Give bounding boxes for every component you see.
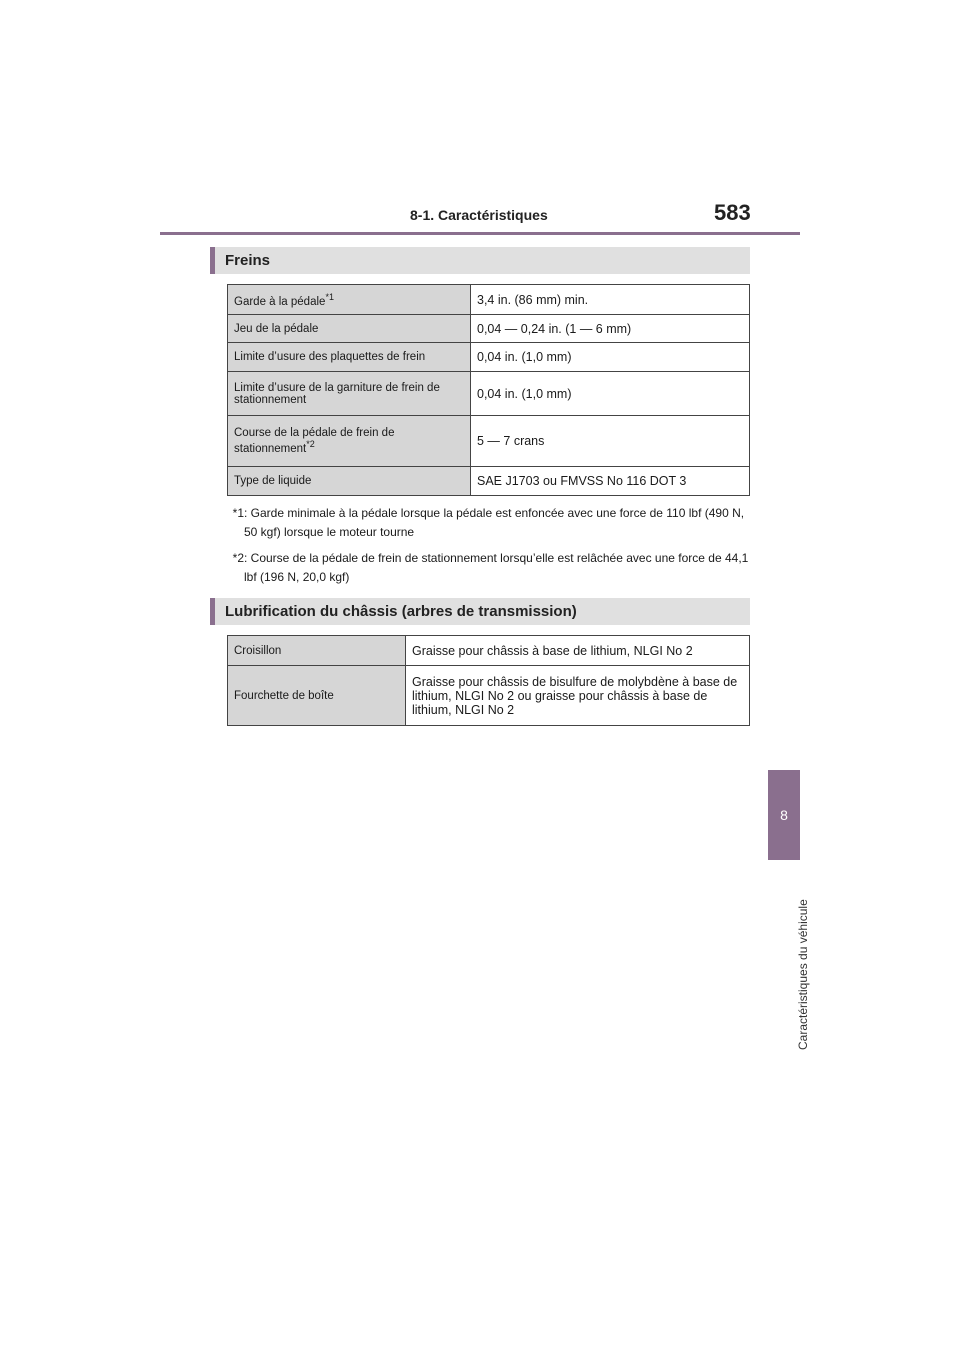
spec-key: Type de liquide — [228, 467, 471, 496]
footnote-text: : Garde minimale à la pédale lorsque la pédale est enfoncée avec une force de 110 lbf (490 N, 50 kgf) lorsque le moteur tourne — [244, 506, 745, 539]
spec-value: Graisse pour châssis à base de lithium, NLGI No 2 — [406, 636, 750, 666]
footnote-2 — [210, 549, 750, 587]
lubrication-heading: Lubrification du châssis (arbres de transmission) — [210, 598, 750, 625]
spec-key: Garde à la pédale$^{*1}$ — [228, 285, 471, 315]
table-row — [228, 416, 750, 467]
brakes-heading: Freins — [210, 247, 750, 274]
page-number: 583 — [714, 200, 751, 225]
table-row — [228, 666, 750, 726]
spec-value: 0,04 — 0,24 in. (1 — 6 mm) — [471, 315, 750, 343]
spec-value: SAE J1703 ou FMVSS No 116 DOT 3 — [471, 467, 750, 496]
section-title: 8-1. Caractéristiques — [410, 207, 548, 223]
chapter-side-label — [770, 870, 810, 1050]
footnote-text: : Course de la pédale de frein de stationnement lorsqu’elle est relâchée avec une force de 44,1 lbf (196 N, 20,0 kgf) — [244, 551, 749, 584]
spec-key: Limite d’usure des plaquettes de frein — [228, 343, 471, 372]
footnote-marker: *2 — [232, 551, 244, 565]
table-row — [228, 372, 750, 416]
table-row — [228, 343, 750, 372]
spec-value: Graisse pour châssis de bisulfure de molybdène à base de lithium, NLGI No 2 ou graisse pour châssis à base de lithium, NLGI No 2 — [406, 666, 750, 726]
spec-key: Limite d’usure de la garniture de frein de stationnement — [228, 372, 471, 416]
chapter-label-text: Caractéristiques du véhicule — [796, 899, 810, 1050]
table-row — [228, 285, 750, 315]
brakes-table — [227, 284, 750, 496]
spec-value: 0,04 in. (1,0 mm) — [471, 372, 750, 416]
spec-key: Course de la pédale de frein de stationnement$^{*2}$ — [228, 416, 471, 467]
spec-key: Croisillon — [228, 636, 406, 666]
footnote-1 — [210, 504, 750, 542]
spec-value: 3,4 in. (86 mm) min. — [471, 285, 750, 315]
lubrication-table — [227, 635, 750, 726]
footnote-marker: *1 — [232, 506, 244, 520]
spec-value: 0,04 in. (1,0 mm) — [471, 343, 750, 372]
spec-key: Jeu de la pédale — [228, 315, 471, 343]
spec-value: 5 — 7 crans — [471, 416, 750, 467]
table-row — [228, 467, 750, 496]
table-row — [228, 315, 750, 343]
table-row — [228, 636, 750, 666]
chapter-tab[interactable]: 8 — [768, 770, 800, 860]
header-rule — [160, 232, 800, 235]
spec-key: Fourchette de boîte — [228, 666, 406, 726]
